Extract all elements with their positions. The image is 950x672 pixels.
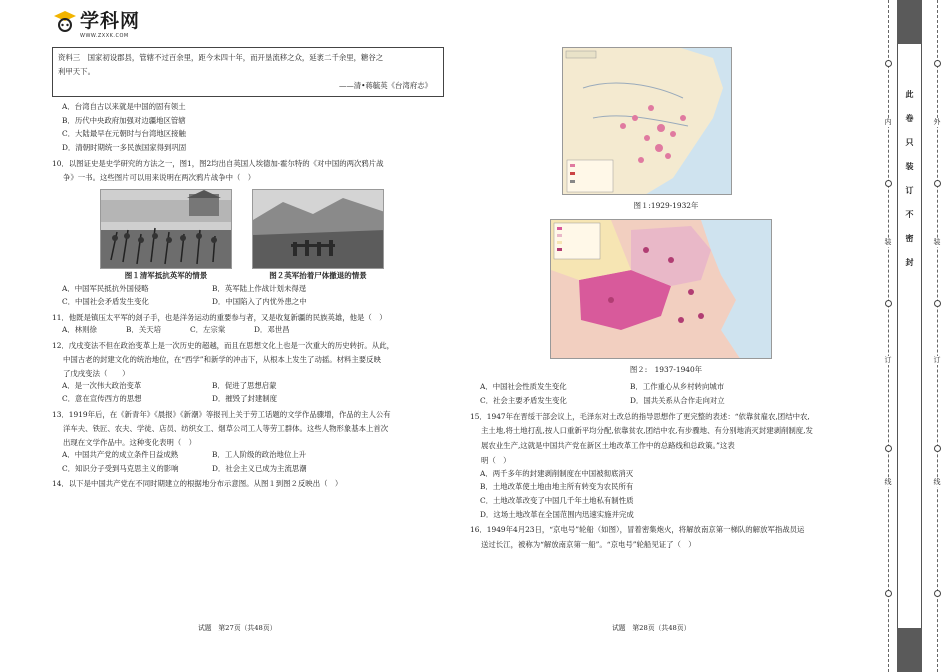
option-q14-c[interactable]: C．社会主要矛盾发生变化	[480, 395, 567, 405]
option-q10-b[interactable]: B．英军陆上作战计划未得逞	[212, 283, 307, 293]
option-q9-c[interactable]: C．大陆最早在元朝时与台湾地区接触	[62, 129, 186, 139]
figure-1	[100, 189, 232, 281]
outer-dashed-line	[937, 0, 938, 672]
q11-stem: 11．他既是镇压太平军的刽子手，也是洋务运动的重要参与者，又是收复新疆的民族英雄，他是（ ）	[52, 312, 387, 322]
option-q11-c[interactable]: C．左宗棠	[190, 324, 226, 334]
option-q13-d[interactable]: D．社会主义已成为主流思潮	[212, 463, 307, 473]
seal-char: 只	[905, 138, 914, 147]
base-area-map-1-icon	[563, 48, 732, 195]
map-1-caption: 图１:1929-1932年	[633, 201, 699, 210]
option-q14-a[interactable]: A．中国社会性质发生变化	[480, 382, 567, 392]
seal-char: 此	[905, 90, 914, 99]
q13-options	[52, 450, 444, 473]
question-14	[52, 477, 444, 491]
q15-stem-3: 展农业生产,这就是中国共产党在新区土地改革工作中的总路线和总政策。”这表	[481, 441, 735, 451]
left-column	[52, 47, 444, 494]
seal-band-bottom-block	[897, 628, 922, 672]
figure-2	[252, 189, 384, 281]
q15-stem-1: 15．1947年在晋绥干部会议上，毛泽东对土改总的指导思想作了更完整的表述：“依靠贫雇农,团结中农,	[470, 411, 810, 421]
binding-hole	[885, 60, 892, 67]
page-footer-left: 试题 第27页（共48页）	[198, 624, 277, 632]
page-footer-right: 试题 第28页（共48页）	[612, 624, 691, 632]
source-text-1: 资料三 国家初设郡县，管辖不过百余里，距今未四十年，而开垦流移之众，延袤二千余里，糖谷之	[58, 53, 384, 62]
q14-stem: 14．以下是中国共产党在不同时期建立的根据地分布示意图。从图１到图２反映出（ ）	[52, 479, 343, 489]
binding-hole	[934, 300, 941, 307]
figure-1-image	[100, 189, 232, 269]
outer-label: 订	[933, 356, 941, 364]
option-q11-d[interactable]: D．邓世昌	[254, 324, 290, 334]
question-12	[52, 339, 444, 404]
q13-stem-2: 洋车夫、铁匠、农夫、学徒、店员、纺织女工、烟草公司工人等劳工群体。这些人物形象基本上首次	[63, 424, 389, 433]
seal-band	[897, 0, 922, 672]
q10-options	[52, 284, 444, 307]
binding-hole	[885, 300, 892, 307]
battle-engraving-icon	[101, 190, 232, 269]
inner-label: 内	[884, 118, 892, 126]
question-10	[52, 157, 444, 307]
question-9-options	[52, 102, 444, 153]
brand-name: 学科网	[80, 10, 141, 32]
base-area-map-2-icon	[551, 220, 772, 359]
option-q13-b[interactable]: B．工人阶级的政治地位上升	[212, 450, 307, 460]
q16-stem-1: 16．1949年4月23日，“京电号”轮船（如图），冒着密集炮火，将解放南京第一梯队的解放军指战员运	[470, 525, 805, 535]
binding-hole	[885, 590, 892, 597]
map-2-caption: 图２: 1937-1940年	[629, 364, 703, 374]
binding-hole	[934, 445, 941, 452]
q15-stem-4: 明（ ）	[481, 455, 511, 465]
figure-1-caption: 图１清军抵抗英军的情景	[124, 270, 208, 280]
q12-stem-2: 中国古老的封建文化的统治地位，在“西学”和新学的冲击下，从根本上发生了动摇。材料主要反映	[63, 354, 381, 364]
map-1929-1932	[562, 47, 732, 195]
option-q15-a[interactable]: A．两千多年的封建剥削制度在中国被彻底消灭	[480, 468, 634, 478]
figure-2-image	[252, 189, 384, 269]
outer-label: 线	[933, 478, 941, 486]
q15-stem-2: 主土地,将土地打乱,按人口重新平均分配,依靠贫农,团结中农,有步骤地、有分别地消灭封建剥削制度,发	[481, 426, 813, 436]
q12-stem-3: 了戊戌变法（ ）	[63, 368, 130, 378]
question-13	[52, 408, 444, 473]
source-text-2: 利甲天下。	[58, 67, 95, 77]
option-q14-b[interactable]: B．工作重心从乡村转向城市	[630, 382, 725, 392]
option-q15-c[interactable]: C．土地改革改变了中国几千年土地私有制性质	[480, 496, 634, 505]
option-q10-d[interactable]: D．中国陷入了内忧外患之中	[212, 297, 307, 307]
q11-options	[52, 325, 444, 335]
option-q12-d[interactable]: D．摧毁了封建制度	[212, 394, 278, 404]
inner-label: 订	[884, 356, 892, 364]
q10-stem-1: 10．以图证史是史学研究的方法之一，图1，图2均出自英国人埃德加·霍尔特的《对中国的两次鸦片战	[52, 158, 384, 168]
option-q9-b[interactable]: B．历代中央政府加强对边疆地区管辖	[62, 115, 186, 125]
q13-stem-3: 出现在文学作品中。这种变化表明（ ）	[63, 438, 197, 448]
seal-char: 不	[905, 210, 914, 219]
source-citation: ——清•蒋毓英《台湾府志》	[338, 81, 432, 91]
option-q11-a[interactable]: A．林则徐	[62, 324, 97, 334]
question-16	[470, 523, 862, 553]
outer-label: 外	[933, 118, 941, 126]
site-logo[interactable]	[52, 8, 162, 42]
q10-stem-2: 争》一书。这些图片可以用来说明在两次鸦片战争中（ ）	[63, 172, 256, 182]
option-q9-a[interactable]: A．台湾自古以来就是中国的固有领土	[62, 102, 186, 112]
option-q12-b[interactable]: B．促进了思想启蒙	[212, 380, 277, 390]
q14-options	[470, 382, 862, 405]
seal-char: 装	[905, 162, 914, 171]
option-q13-c[interactable]: C．知识分子受到马克思主义的影响	[62, 463, 179, 473]
option-q15-b[interactable]: B．土地改革使土地由地主所有转变为农民所有	[480, 482, 634, 492]
outer-label: 装	[933, 238, 941, 246]
option-q10-c[interactable]: C．中国社会矛盾发生变化	[62, 297, 149, 307]
source-material-box	[52, 47, 444, 97]
seal-char: 订	[905, 186, 914, 195]
binding-hole	[934, 180, 941, 187]
question-15	[470, 410, 862, 520]
graduation-cap-icon	[54, 10, 76, 32]
right-column	[470, 47, 862, 556]
binding-hole	[934, 60, 941, 67]
binding-hole	[885, 445, 892, 452]
inner-dashed-line	[888, 0, 889, 672]
q10-figures	[52, 189, 444, 281]
option-q11-b[interactable]: B．关天培	[126, 324, 161, 334]
option-q12-c[interactable]: C．意在宣传西方的思想	[62, 394, 142, 404]
seal-char: 密	[905, 234, 914, 243]
option-q12-a[interactable]: A．是一次伟大政治变革	[62, 380, 142, 390]
map-1937-1940	[550, 219, 772, 359]
binding-hole	[934, 590, 941, 597]
binding-hole	[885, 180, 892, 187]
seal-char: 封	[905, 258, 914, 267]
retreat-engraving-icon	[253, 190, 384, 269]
inner-label: 装	[884, 238, 892, 246]
figure-2-caption: 图２英军抬着尸体撤退的情景	[269, 270, 367, 280]
option-q10-a[interactable]: A．中国军民抵抗外国侵略	[62, 283, 149, 293]
q13-stem-1: 13．1919年后，在《新青年》《晨报》《新潮》等报刊上关于劳工话题的文学作品骤增，作品的主人公有	[52, 409, 391, 419]
brand-url: WWW.ZXXK.COM	[80, 33, 129, 39]
option-q15-d[interactable]: D．这场土地改革在全国范围内迅速实施并完成	[480, 509, 634, 519]
option-q13-a[interactable]: A．中国共产党的成立条件日益成熟	[62, 450, 179, 460]
option-q14-d[interactable]: D．国共关系从合作走向对立	[630, 395, 725, 405]
seal-char: 卷	[905, 114, 914, 123]
option-q9-d[interactable]: D．清朝时期统一多民族国家得到巩固	[62, 143, 187, 153]
inner-label: 线	[884, 478, 892, 486]
q16-stem-2: 送过长江，被称为“解放南京第一船”。“京电号”轮船见证了（ ）	[481, 540, 696, 550]
q12-stem-1: 12．戊戌变法不但在政治变革上是一次历史的超越，而且在思想文化上也是一次重大的历史转折。从此，	[52, 340, 394, 350]
seal-band-top-block	[897, 0, 922, 44]
question-11	[52, 311, 444, 335]
q12-options	[52, 381, 444, 404]
